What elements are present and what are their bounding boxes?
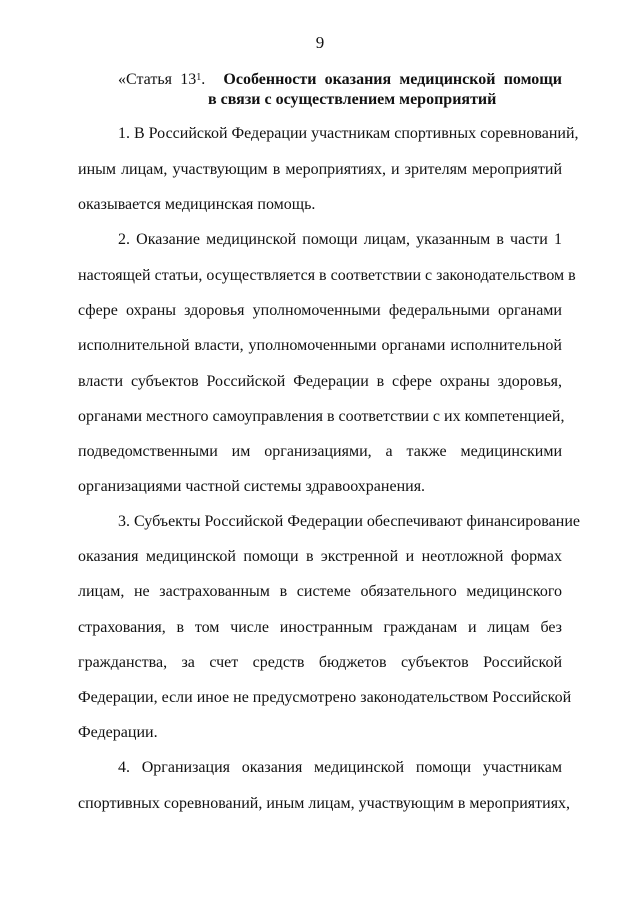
paragraph-3-line: Федерации. (78, 724, 158, 741)
paragraph-3-line: гражданства, за счет средств бюджетов субъектов Российской (78, 654, 562, 671)
paragraph-3-line: оказания медицинской помощи в экстренной и неотложной формах (78, 548, 562, 565)
page-number: 9 (315, 33, 325, 52)
article-heading (118, 70, 562, 110)
paragraph-2-line: 2. Оказание медицинской помощи лицам, указанным в части 1 (118, 231, 562, 248)
paragraph-4-line: спортивных соревнований, иным лицам, участвующим в мероприятиях, (78, 795, 571, 812)
article-title-line-2: в связи с осуществлением мероприятий (208, 91, 497, 108)
paragraph-2-line: организациями частной системы здравоохранения. (78, 478, 426, 495)
paragraph-2-line: исполнительной власти, уполномоченными органами исполнительной (78, 337, 562, 354)
paragraph-3-line: 3. Субъекты Российской Федерации обеспечивают финансирование (118, 513, 580, 530)
article-title-line-1: Особенности оказания медицинской помощи (223, 71, 563, 88)
paragraph-4-line: 4. Организация оказания медицинской помощи участникам (118, 759, 562, 776)
paragraph-1-line: оказывается медицинская помощь. (78, 196, 316, 213)
paragraph-1-line: иным лицам, участвующим в мероприятиях, и зрителям мероприятий (78, 161, 562, 178)
heading-line-1 (118, 70, 562, 90)
paragraph-1-line: 1. В Российской Федерации участникам спортивных соревнований, (118, 125, 579, 142)
paragraph-3-line: лицам, не застрахованным в системе обязательного медицинского (78, 583, 562, 600)
article-number: «Статья $13^1$. (118, 71, 206, 88)
paragraph-3-line: страхования, в том числе иностранным гражданам и лицам без (78, 619, 562, 636)
paragraph-2-line: власти субъектов Российской Федерации в сфере охраны здоровья, (78, 373, 562, 390)
paragraph-3-line: Федерации, если иное не предусмотрено законодательством Российской (78, 689, 572, 706)
paragraph-2-line: органами местного самоуправления в соответствии с их компетенцией, (78, 408, 565, 425)
paragraph-2-line: подведомственными им организациями, а также медицинскими (78, 443, 562, 460)
paragraph-2-line: настоящей статьи, осуществляется в соответствии с законодательством в (78, 267, 576, 284)
paragraph-2-line: сфере охраны здоровья уполномоченными федеральными органами (78, 302, 562, 319)
